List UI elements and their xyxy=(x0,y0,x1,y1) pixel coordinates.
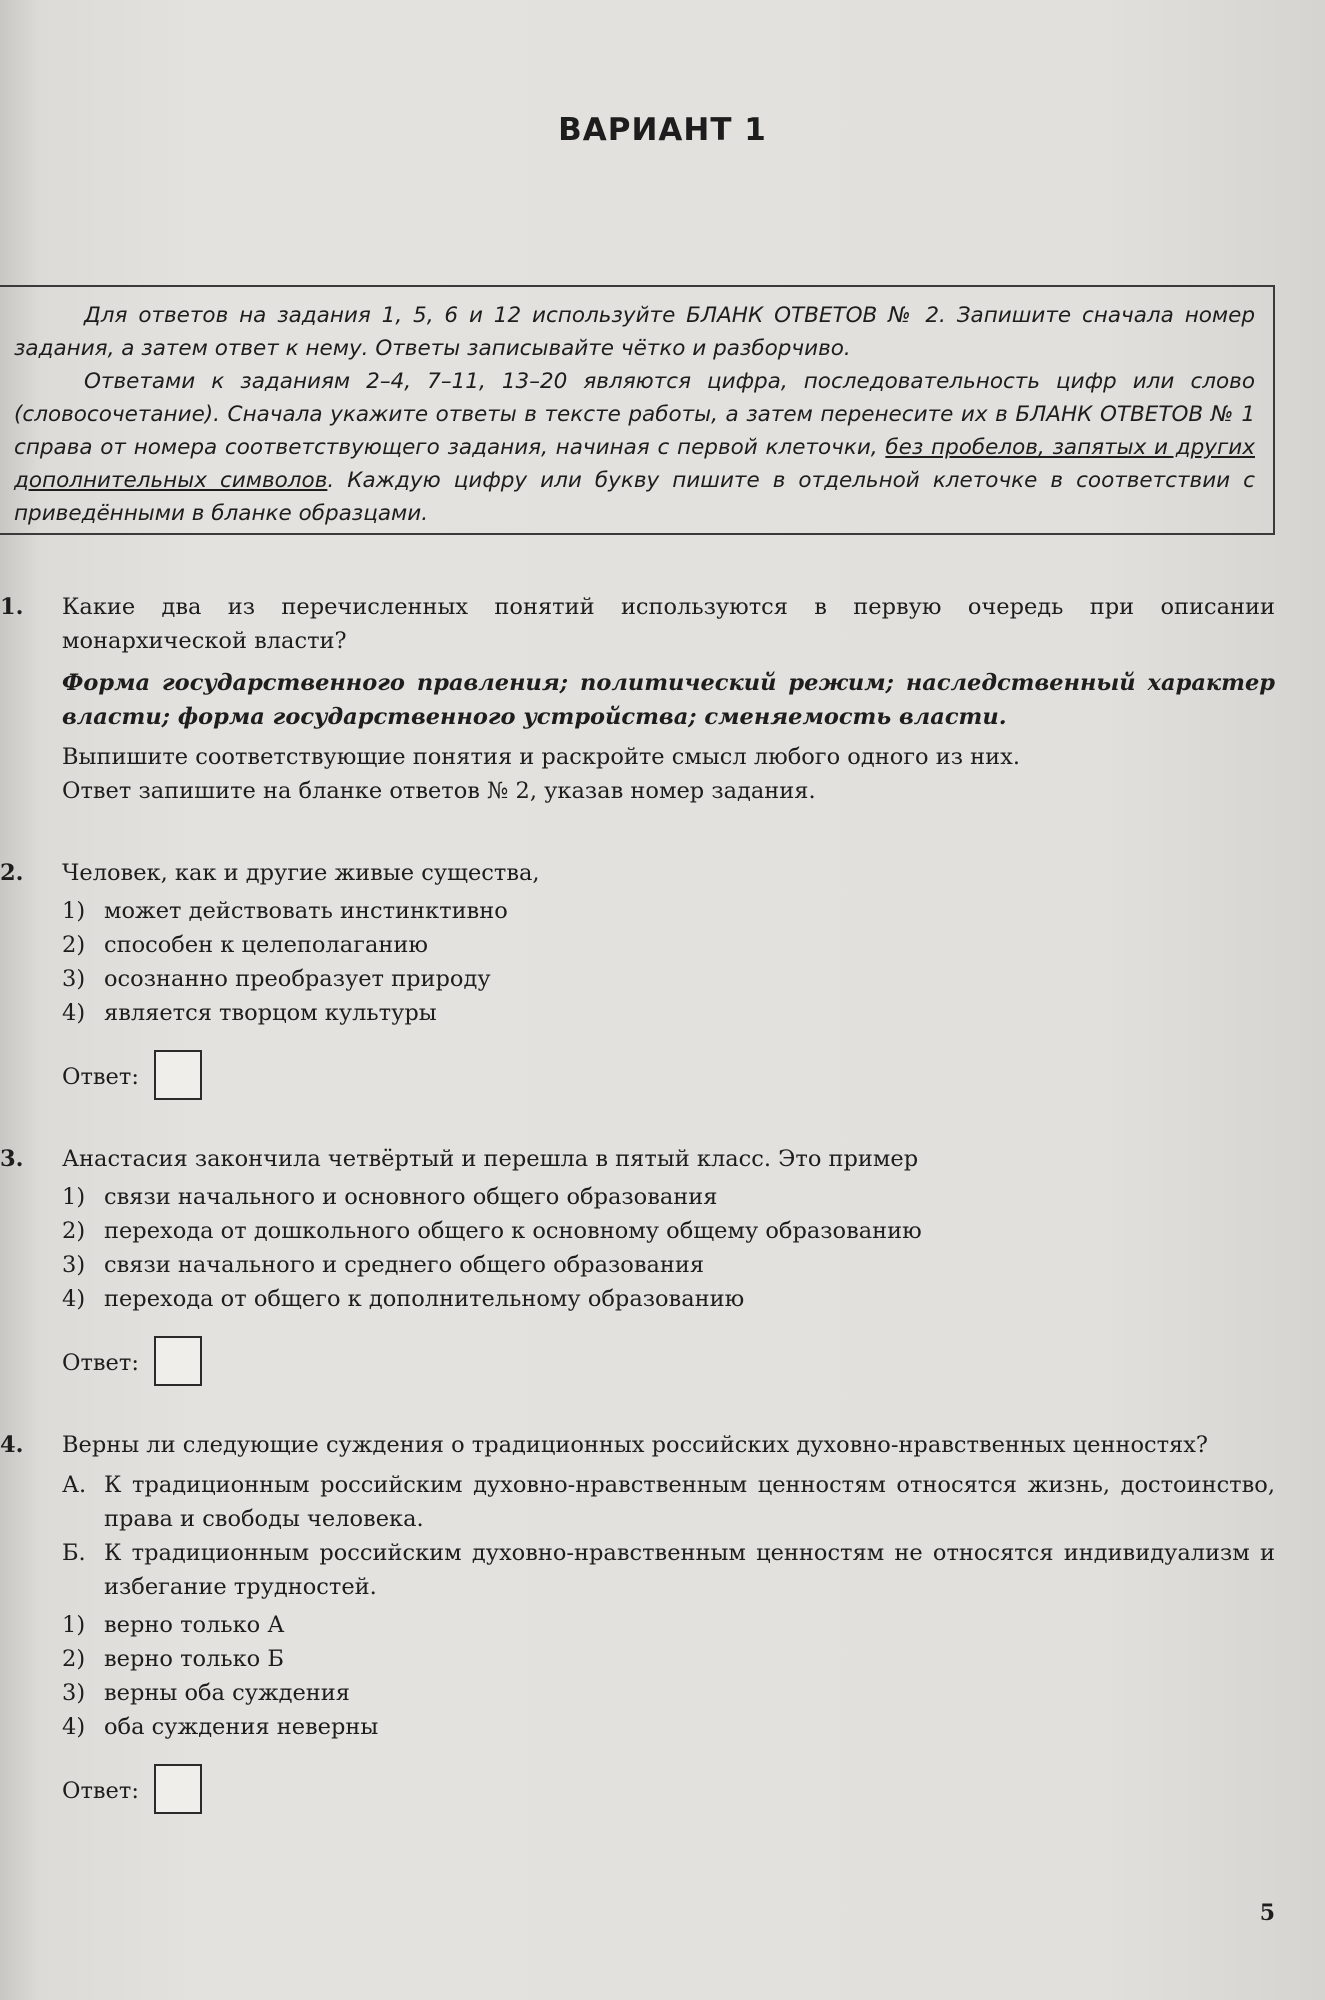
option-number: 4) xyxy=(62,1000,86,1026)
options-list xyxy=(62,1608,1275,1744)
option-number: 2) xyxy=(62,1646,86,1672)
options-list xyxy=(62,1180,1275,1316)
statement-letter: А. xyxy=(62,1472,87,1498)
option-text: связи начального и среднего общего образования xyxy=(104,1252,705,1278)
option-number: 1) xyxy=(62,1612,86,1638)
option-3[interactable] xyxy=(62,1248,1275,1282)
option-number: 3) xyxy=(62,966,86,992)
task-number: 3. xyxy=(0,1146,24,1172)
instructions-underlined-text: без пробелов, запятых и других дополнительных символов xyxy=(14,435,1255,493)
answer-label: Ответ: xyxy=(62,1778,139,1804)
option-text: верно только А xyxy=(104,1612,285,1638)
option-number: 1) xyxy=(62,1184,86,1210)
option-text: может действовать инстинктивно xyxy=(104,898,508,924)
option-text: перехода от общего к дополнительному образованию xyxy=(104,1286,745,1312)
option-3[interactable] xyxy=(62,962,1275,996)
options-list xyxy=(62,894,1275,1030)
statement-text: К традиционным российским духовно-нравственным ценностям не относятся индивидуализм и избегание трудностей. xyxy=(104,1540,1275,1600)
option-number: 3) xyxy=(62,1680,86,1706)
option-3[interactable] xyxy=(62,1676,1275,1710)
option-2[interactable] xyxy=(62,928,1275,962)
instructions-paragraph-1: Для ответов на задания 1, 5, 6 и 12 используйте БЛАНК ОТВЕТОВ № 2. Запишите сначала номер задания, а затем ответ к нему. Ответы записывайте чётко и разборчиво. xyxy=(14,303,1255,361)
option-text: является творцом культуры xyxy=(104,1000,437,1026)
option-text: осознанно преобразует природу xyxy=(104,966,491,992)
option-4[interactable] xyxy=(62,1710,1275,1744)
option-text: связи начального и основного общего образования xyxy=(104,1184,718,1210)
task-terms: Форма государственного правления; политический режим; наследственный характер власти; форма государственного устройства; сменяемость власти. xyxy=(62,670,1275,730)
option-1[interactable] xyxy=(62,1608,1275,1642)
task-question: Верны ли следующие суждения о традиционных российских духовно-нравственных ценностях? xyxy=(62,1432,1208,1458)
option-text: перехода от дошкольного общего к основному общему образованию xyxy=(104,1218,922,1244)
option-2[interactable] xyxy=(62,1642,1275,1676)
option-4[interactable] xyxy=(62,996,1275,1030)
answer-area xyxy=(62,1336,1275,1388)
option-text: верны оба суждения xyxy=(104,1680,350,1706)
statement-text: К традиционным российским духовно-нравственным ценностям относятся жизнь, достоинство, права и свободы человека. xyxy=(104,1472,1275,1532)
statement-b xyxy=(62,1536,1275,1604)
answer-area xyxy=(62,1050,1275,1102)
answer-box[interactable] xyxy=(154,1336,202,1386)
task-question: Человек, как и другие живые существа, xyxy=(62,860,540,886)
option-number: 2) xyxy=(62,932,86,958)
answer-box[interactable] xyxy=(154,1764,202,1814)
statement-a xyxy=(62,1468,1275,1536)
task-question: Анастасия закончила четвёртый и перешла в пятый класс. Это пример xyxy=(62,1146,919,1172)
task-number: 2. xyxy=(0,860,24,886)
instructions-box xyxy=(0,285,1275,535)
option-number: 2) xyxy=(62,1218,86,1244)
instructions-p2-end: . Каждую цифру или букву пишите в отдельной клеточке в соответствии с приведёнными в бланке образцами. xyxy=(14,468,1255,526)
option-text: верно только Б xyxy=(104,1646,284,1672)
option-number: 1) xyxy=(62,898,86,924)
task-number: 1. xyxy=(0,594,24,620)
answer-area xyxy=(62,1764,1275,1816)
task-number: 4. xyxy=(0,1432,24,1458)
instructions-paragraph-2 xyxy=(14,365,1255,530)
page-number: 5 xyxy=(1259,1900,1275,1926)
option-number: 4) xyxy=(62,1286,86,1312)
task-instruction: Выпишите соответствующие понятия и раскройте смысл любого одного из них. xyxy=(62,744,1020,770)
answer-box[interactable] xyxy=(154,1050,202,1100)
option-number: 3) xyxy=(62,1252,86,1278)
task-answer-instruction: Ответ запишите на бланке ответов № 2, указав номер задания. xyxy=(62,778,816,804)
answer-label: Ответ: xyxy=(62,1350,139,1376)
instructions-p2-start: Ответами к заданиям 2–4, 7–11, 13–20 являются цифра, последовательность цифр или слово (словосочетание). Сначала укажите ответы в тексте работы, а затем перенесите их в БЛАНК ОТВЕТОВ № 1 справа от номера соответствующего задания, начиная с первой клеточки, xyxy=(14,369,1255,460)
option-text: способен к целеполаганию xyxy=(104,932,428,958)
answer-label: Ответ: xyxy=(62,1064,139,1090)
task-question: Какие два из перечисленных понятий используются в первую очередь при описании монархической власти? xyxy=(62,594,1275,654)
option-1[interactable] xyxy=(62,1180,1275,1214)
option-number: 4) xyxy=(62,1714,86,1740)
option-4[interactable] xyxy=(62,1282,1275,1316)
statement-letter: Б. xyxy=(62,1540,86,1566)
option-1[interactable] xyxy=(62,894,1275,928)
option-text: оба суждения неверны xyxy=(104,1714,379,1740)
variant-title: ВАРИАНТ 1 xyxy=(558,112,767,148)
option-2[interactable] xyxy=(62,1214,1275,1248)
